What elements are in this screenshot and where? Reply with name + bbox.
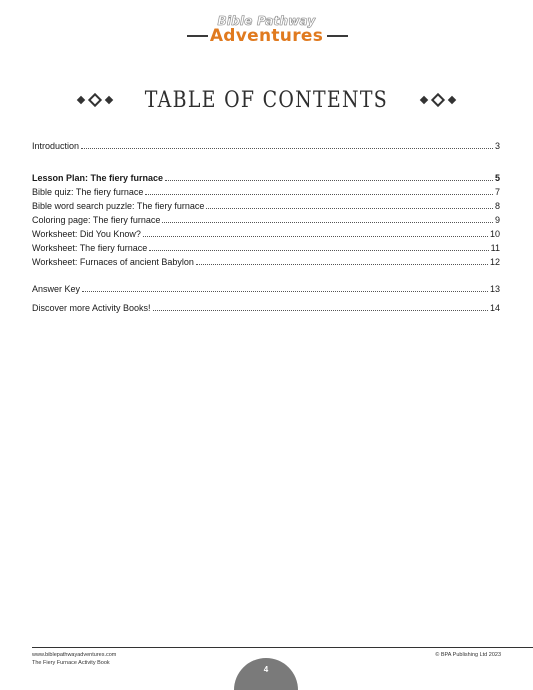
toc-entry-word-search[interactable] [32, 200, 500, 212]
page-title: TABLE OF CONTENTS [144, 87, 389, 113]
toc-entry-page: 10 [489, 229, 500, 239]
toc-entry-label: Worksheet: Furnaces of ancient Babylon [32, 257, 194, 267]
toc-dot-leader [143, 236, 488, 237]
toc-entry-label: Worksheet: Did You Know? [32, 229, 141, 239]
toc-entry-label: Introduction [32, 141, 80, 151]
logo-text-top: Bible Pathway [217, 14, 316, 28]
toc-entry-page: 7 [494, 187, 500, 197]
toc-entry-lesson-plan[interactable] [32, 172, 500, 184]
toc-entry-label: Lesson Plan: The fiery furnace [32, 173, 164, 183]
toc-entry-page: 14 [489, 303, 500, 313]
toc-entry-label: Worksheet: The fiery furnace [32, 243, 148, 253]
toc-dot-leader [153, 310, 488, 311]
toc-entry-page: 13 [489, 284, 500, 294]
toc-dot-leader [81, 148, 493, 149]
toc-entry-label: Bible quiz: The fiery furnace [32, 187, 144, 197]
brand-logo [0, 12, 533, 52]
toc-entry-page: 5 [494, 173, 500, 183]
toc-entry-did-you-know[interactable] [32, 228, 500, 240]
page-number-tab [234, 658, 298, 690]
footer-website-link[interactable]: www.biblepathwayadventures.com [32, 652, 117, 658]
logo-divider-right [327, 35, 348, 37]
toc-entry-coloring-page[interactable] [32, 214, 500, 226]
toc-entry-answer-key[interactable] [32, 283, 500, 295]
toc-entry-label: Discover more Activity Books! [32, 303, 151, 313]
toc-entry-page: 12 [489, 257, 500, 267]
toc-entry-page: 3 [494, 141, 500, 151]
toc-dot-leader [162, 222, 493, 223]
footer-divider [32, 647, 533, 648]
logo-text-main: Adventures [209, 26, 324, 46]
toc-dot-leader [149, 250, 488, 251]
footer-book-title: The Fiery Furnace Activity Book [32, 660, 110, 666]
toc-entry-discover-more[interactable] [32, 302, 500, 314]
toc-dot-leader [196, 264, 488, 265]
page-title-row [0, 86, 533, 114]
toc-dot-leader [206, 208, 493, 209]
title-ornament-right-icon [418, 95, 458, 105]
toc-dot-leader [145, 194, 493, 195]
page-number: 4 [263, 665, 269, 674]
toc-entry-label: Answer Key [32, 284, 81, 294]
toc-entry-babylon[interactable] [32, 256, 500, 268]
toc-entry-page: 11 [490, 243, 500, 253]
title-ornament-left-icon [75, 95, 115, 105]
toc-entry-label: Coloring page: The fiery furnace [32, 215, 161, 225]
toc-entry-label: Bible word search puzzle: The fiery furnace [32, 201, 205, 211]
toc-entry-bible-quiz[interactable] [32, 186, 500, 198]
toc-dot-leader [82, 291, 488, 292]
toc-entry-page: 9 [494, 215, 500, 225]
toc-dot-leader [165, 180, 493, 181]
toc-entry-worksheet-furnace[interactable] [32, 242, 500, 254]
toc-entry-page: 8 [494, 201, 500, 211]
footer-copyright: © BPA Publishing Ltd 2023 [435, 652, 501, 658]
toc-entry-introduction[interactable] [32, 140, 500, 152]
footer-left [32, 651, 116, 667]
